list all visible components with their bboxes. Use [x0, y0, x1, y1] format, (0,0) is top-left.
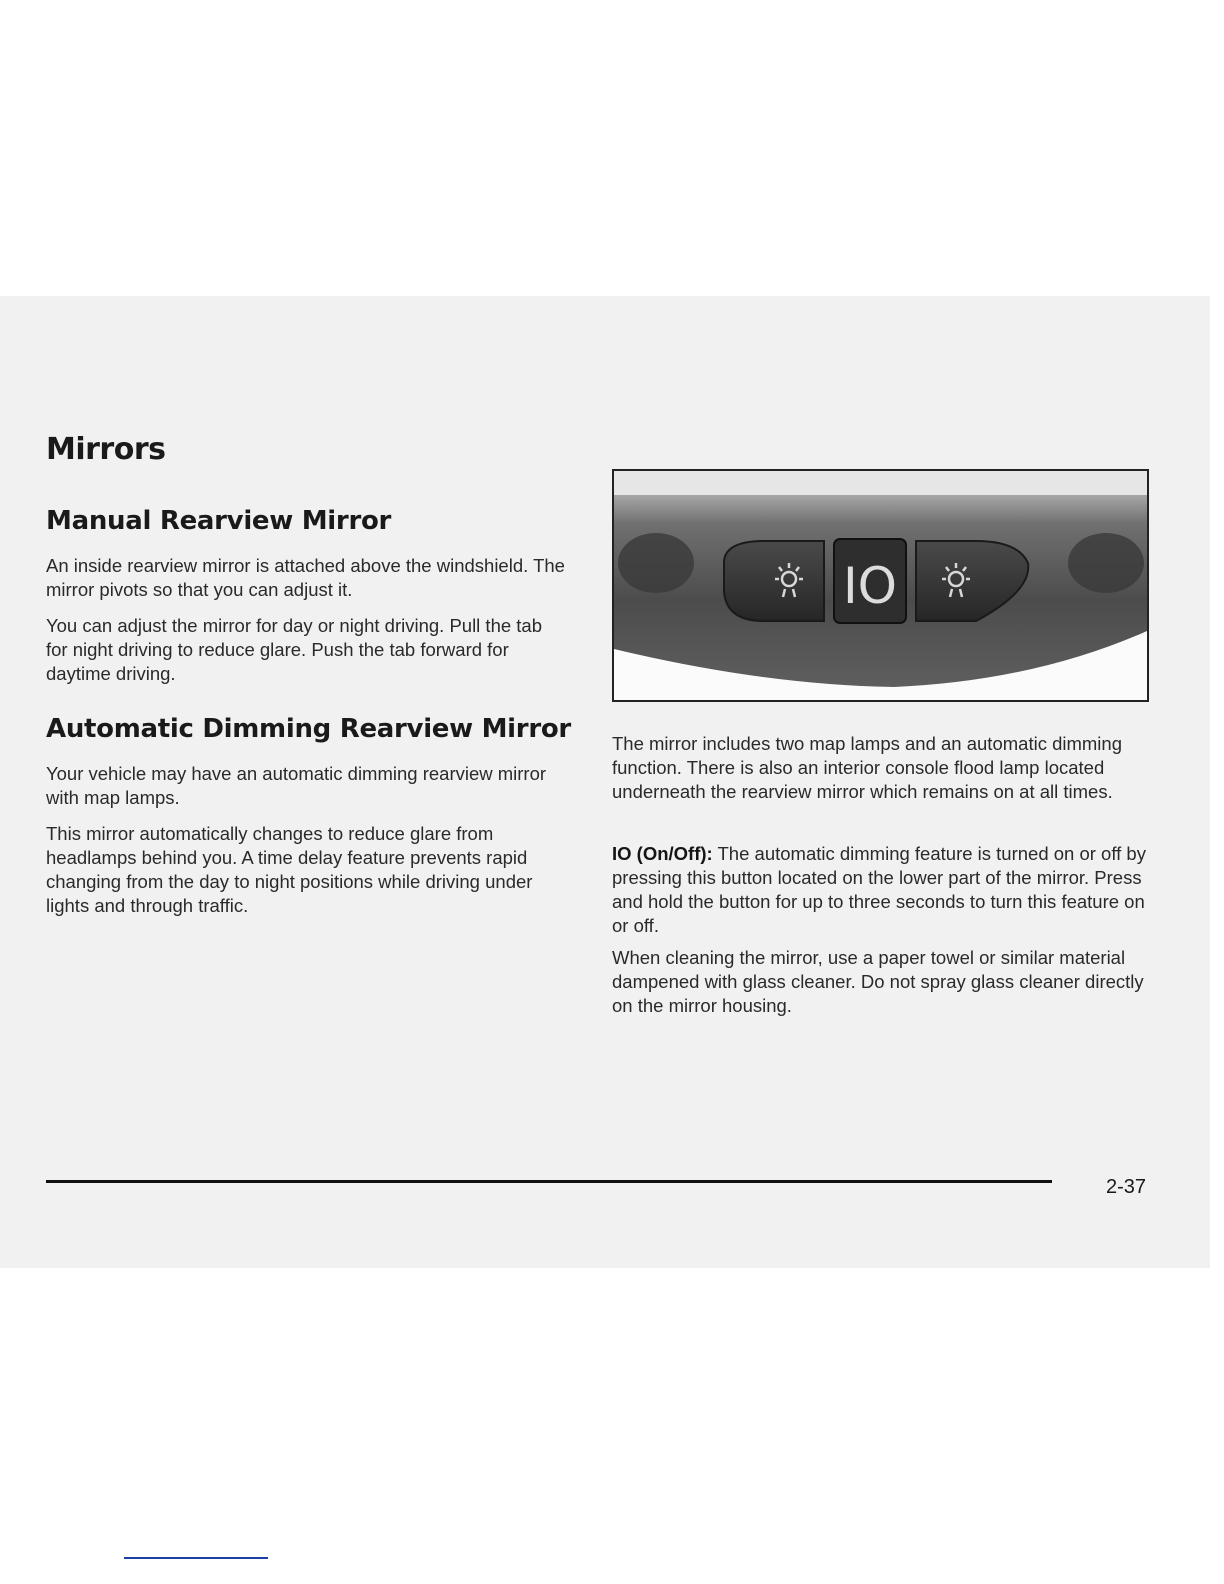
io-label: IO (On/Off):	[612, 843, 713, 864]
right-paragraph-3: When cleaning the mirror, use a paper towel or similar material dampened with glass cleaner. Do not spray glass cleaner directly on the mirror housing.	[612, 947, 1144, 1016]
footer-rule	[46, 1180, 1052, 1183]
right-paragraph-1: The mirror includes two map lamps and an automatic dimming function. There is also an interior console flood lamp located underneath the rearview mirror which remains on at all times.	[612, 733, 1122, 802]
auto-dimming-heading: Automatic Dimming Rearview Mirror	[46, 714, 571, 744]
bottom-line	[124, 1557, 268, 1559]
mirror-illustration	[614, 471, 1147, 700]
io-paragraph	[612, 842, 1152, 938]
manual-mirror-heading: Manual Rearview Mirror	[46, 506, 392, 536]
io-text: The automatic dimming feature is turned on or off by pressing this button located on the lower part of the mirror. Press and hold the button for up to three seconds to turn this feature on or off.	[612, 843, 1146, 936]
mirror-photo	[612, 469, 1149, 702]
auto-paragraph-2: This mirror automatically changes to reduce glare from headlamps behind you. A time delay feature prevents rapid changing from the day to night positions while driving under lights and through traffic.	[46, 823, 533, 916]
manual-paragraph-2: You can adjust the mirror for day or night driving. Pull the tab for night driving to reduce glare. Push the tab forward for daytime driving.	[46, 615, 543, 684]
page-number: 2-37	[1106, 1176, 1147, 1198]
io-button-label: IO	[842, 557, 898, 615]
manual-paragraph-1: An inside rearview mirror is attached above the windshield. The mirror pivots so that you can adjust it.	[46, 555, 565, 600]
section-title: Mirrors	[46, 432, 166, 467]
auto-paragraph-1: Your vehicle may have an automatic dimming rearview mirror with map lamps.	[46, 763, 547, 808]
